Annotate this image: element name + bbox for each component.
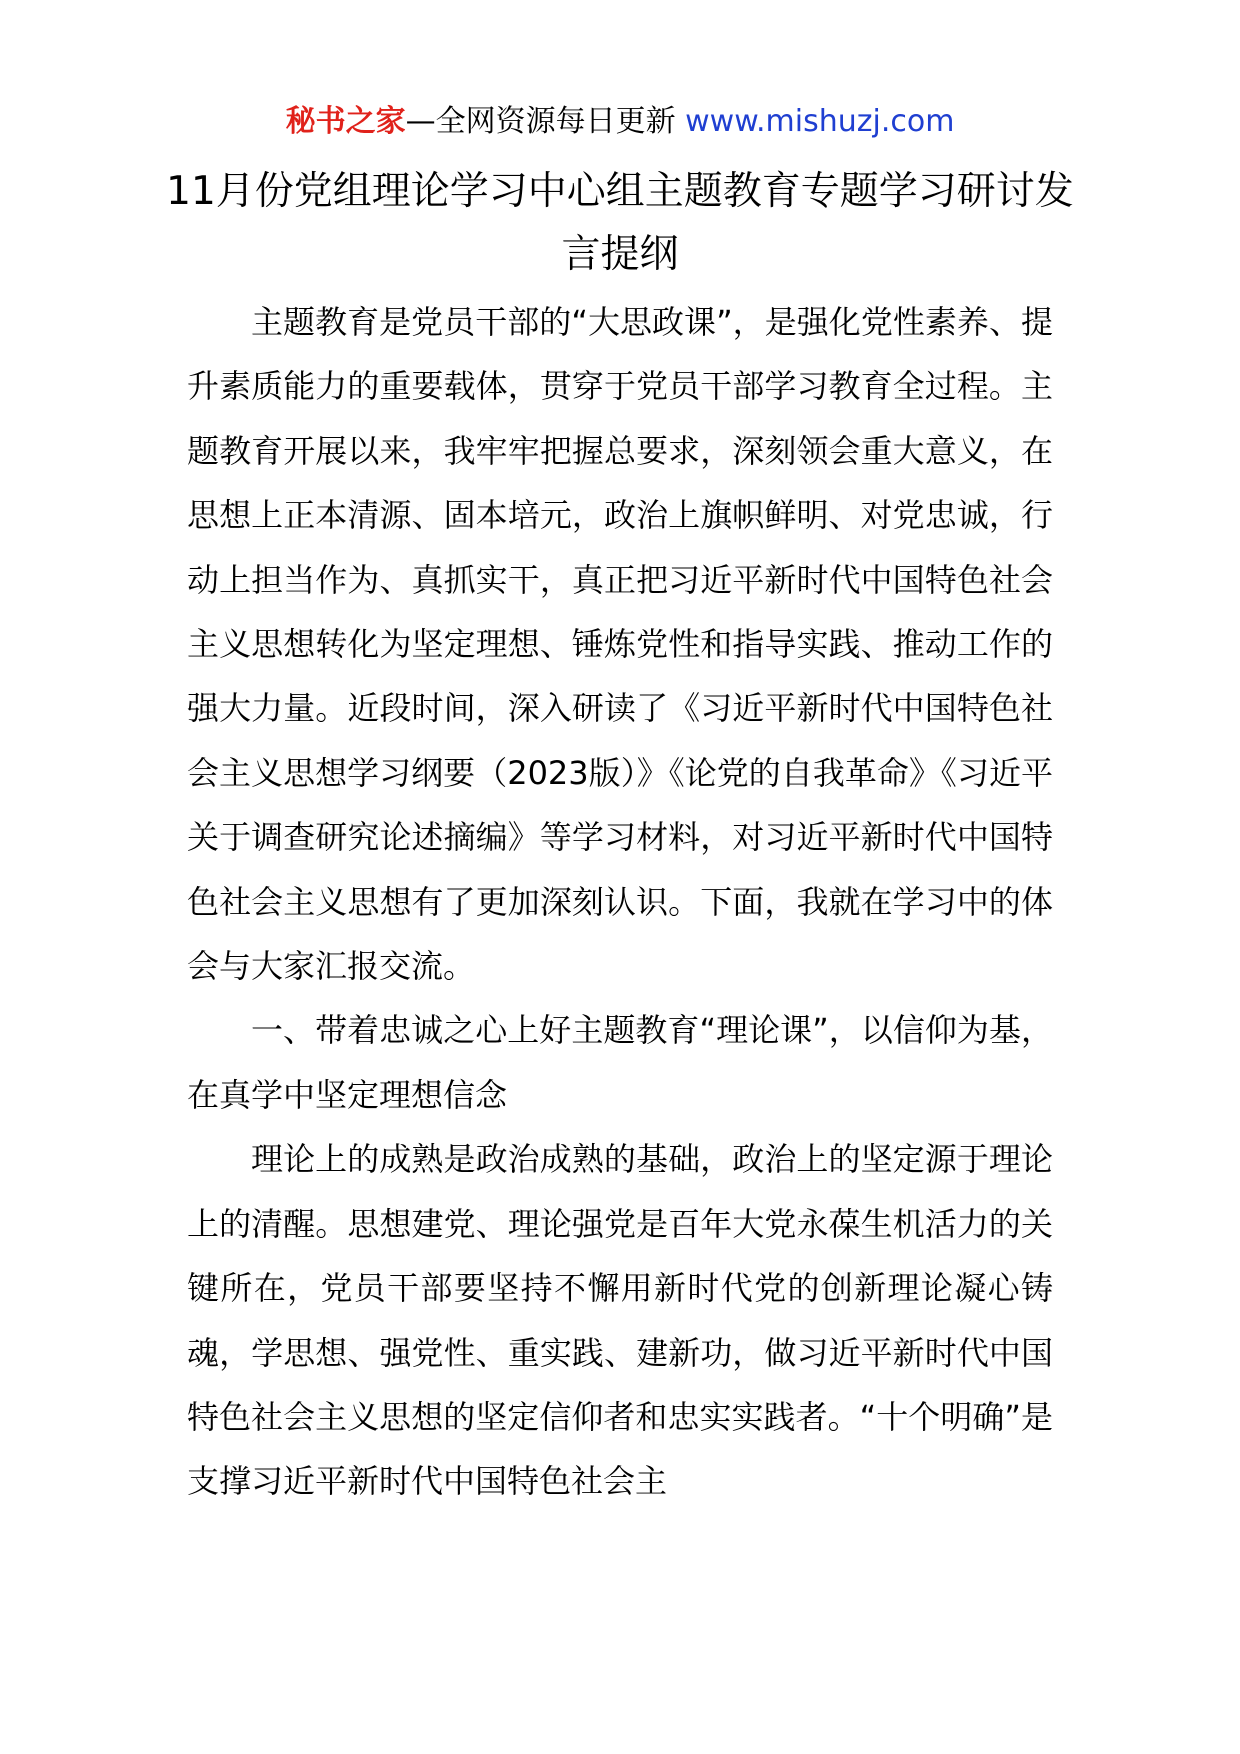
- header-tagline: —全网资源每日更新: [405, 104, 686, 139]
- document-title: 11月份党组理论学习中心组主题教育专题学习研讨发言提纲: [166, 169, 1074, 277]
- section-1-paragraph: 理论上的成熟是政治成熟的基础，政治上的坚定源于理论上的清醒。思想建党、理论强党是百年大党永葆生机活力的关键所在，党员干部要坚持不懈用新时代党的创新理论凝心铸魂，学思想、强党性、重实践、建新功，做习近平新时代中国特色社会主义思想的坚定信仰者和忠实实践者。“十个明确”是支撑习近平新时代中国特色社会主: [187, 1140, 1053, 1501]
- intro-paragraph: 主题教育是党员干部的“大思政课”，是强化党性素养、提升素质能力的重要载体，贯穿于党员干部学习教育全过程。主题教育开展以来，我牢牢把握总要求，深刻领会重大意义，在思想上正本清源、固本培元，政治上旗帜鲜明、对党忠诚，行动上担当作为、真抓实干，真正把习近平新时代中国特色社会主义思想转化为坚定理想、锤炼党性和指导实践、推动工作的强大力量。近段时间，深入研读了《习近平新时代中国特色社会主义思想学习纲要（2023版）》《论党的自我革命》《习近平关于调查研究论述摘编》等学习材料，对习近平新时代中国特色社会主义思想有了更加深刻认识。下面，我就在学习中的体会与大家汇报交流。: [187, 303, 1053, 986]
- section-heading-1: 一、带着忠诚之心上好主题教育“理论课”，以信仰为基，在真学中坚定理想信念: [187, 1011, 1053, 1114]
- document-body: [187, 290, 1053, 1514]
- header-banner: [0, 102, 1240, 142]
- brand-name: 秘书之家: [285, 104, 406, 139]
- website-link[interactable]: www.mishuzj.com: [685, 104, 955, 139]
